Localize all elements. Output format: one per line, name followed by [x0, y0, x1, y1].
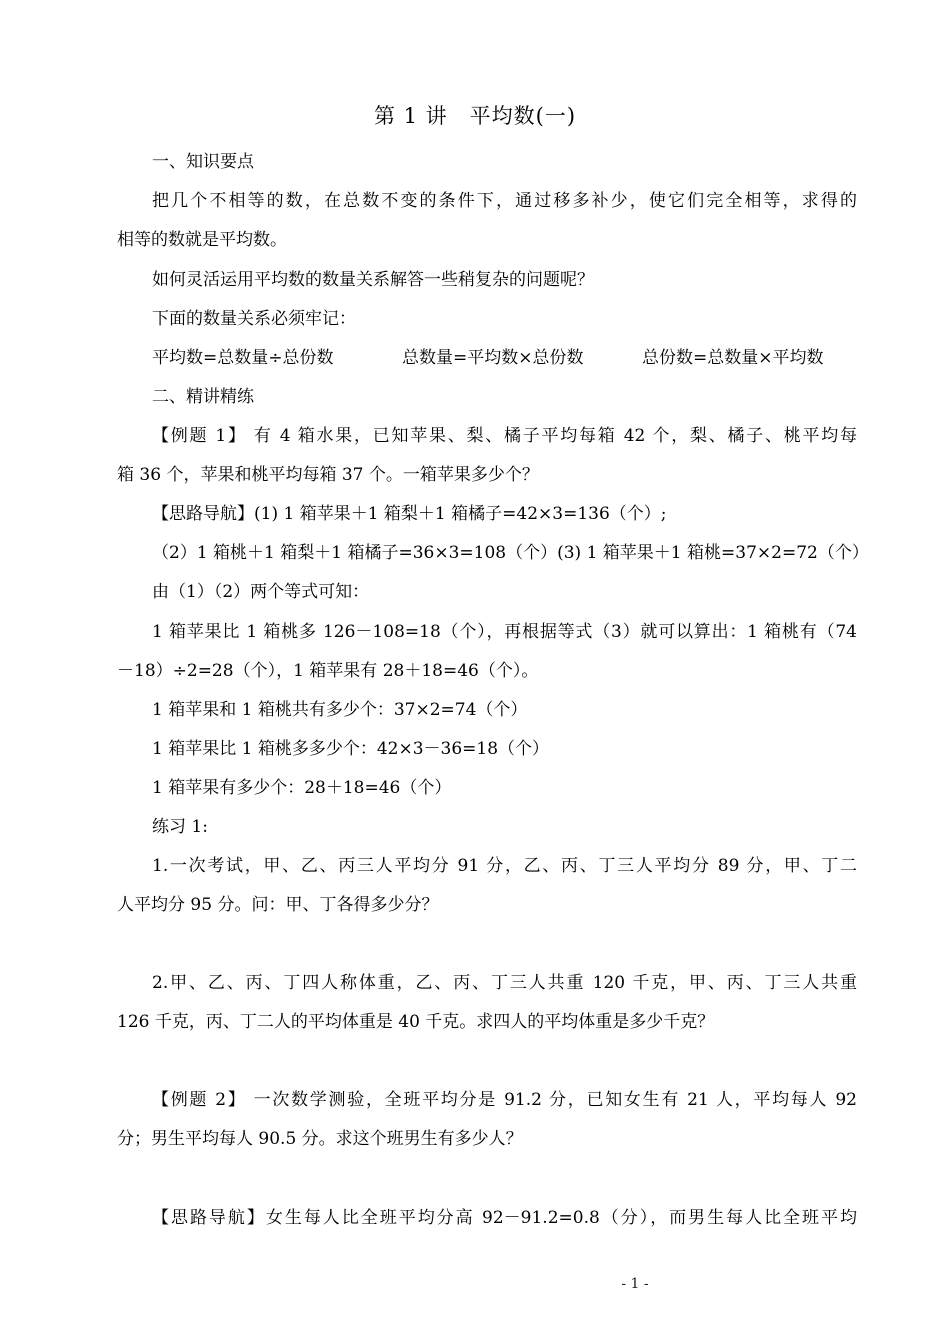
- guide1-line2: （2）1 箱桃＋1 箱梨＋1 箱橘子=36×3=108（个）(3) 1 箱苹果＋1 箱桃=37×2=72（个）: [152, 543, 869, 563]
- practice1-question1-line1: 1.一次考试，甲、乙、丙三人平均分 91 分，乙、丙、丁三人平均分 89 分，甲、丁二: [152, 856, 857, 876]
- paragraph-remember: 下面的数量关系必须牢记：: [152, 309, 356, 329]
- relation-parts: 总份数=总数量×平均数: [642, 348, 824, 368]
- paragraph-definition-line1: 把几个不相等的数，在总数不变的条件下，通过移多补少，使它们完全相等，求得的: [152, 191, 857, 211]
- guide1-line4: 1 箱苹果比 1 箱桃多 126－108=18（个），再根据等式（3）就可以算出：1 箱桃有（74: [152, 622, 857, 642]
- guide1-line1: 【思路导航】(1) 1 箱苹果＋1 箱梨＋1 箱橘子=42×3=136（个）;: [152, 504, 667, 524]
- paragraph-question: 如何灵活运用平均数的数量关系解答一些稍复杂的问题呢？: [152, 270, 594, 290]
- solution-step2: 1 箱苹果比 1 箱桃多多少个：42×3－36=18（个）: [152, 739, 550, 759]
- solution-step3: 1 箱苹果有多少个：28＋18=46（个）: [152, 778, 452, 798]
- relation-total: 总数量=平均数×总份数: [402, 348, 584, 368]
- example1-line2: 箱 36 个，苹果和桃平均每箱 37 个。一箱苹果多少个？: [117, 465, 539, 485]
- guide1-line3: 由（1）（2）两个等式可知：: [152, 582, 370, 602]
- paragraph-definition-line2: 相等的数就是平均数。: [117, 230, 287, 250]
- guide2-line1: 【思路导航】女生每人比全班平均分高 92－91.2=0.8（分），而男生每人比全班平均: [152, 1208, 857, 1228]
- example1-line1: 【例题 1】 有 4 箱水果，已知苹果、梨、橘子平均每箱 42 个，梨、橘子、桃平均每: [152, 426, 857, 446]
- section-heading-knowledge: 一、知识要点: [152, 152, 254, 172]
- page-title: 第 1 讲 平均数(一): [373, 104, 577, 128]
- practice1-question1-line2: 人平均分 95 分。问：甲、丁各得多少分？: [117, 895, 439, 915]
- practice1-question2-line2: 126 千克，丙、丁二人的平均体重是 40 千克。求四人的平均体重是多少千克？: [117, 1012, 715, 1032]
- practice1-heading: 练习 1:: [152, 817, 208, 837]
- practice1-question2-line1: 2.甲、乙、丙、丁四人称体重，乙、丙、丁三人共重 120 千克，甲、丙、丁三人共重: [152, 973, 857, 993]
- relations-row: [152, 346, 824, 370]
- guide1-line5: －18）÷2=28（个），1 箱苹果有 28＋18=46（个）。: [117, 661, 539, 681]
- example2-line2: 分；男生平均每人 90.5 分。求这个班男生有多少人？: [117, 1129, 523, 1149]
- solution-step1: 1 箱苹果和 1 箱桃共有多少个：37×2=74（个）: [152, 700, 528, 720]
- page-number: - 1 -: [621, 1276, 649, 1292]
- section-heading-practice: 二、精讲精练: [152, 387, 254, 407]
- example2-line1: 【例题 2】 一次数学测验，全班平均分是 91.2 分，已知女生有 21 人，平均每人 92: [152, 1090, 857, 1110]
- relation-average: 平均数=总数量÷总份数: [152, 348, 334, 368]
